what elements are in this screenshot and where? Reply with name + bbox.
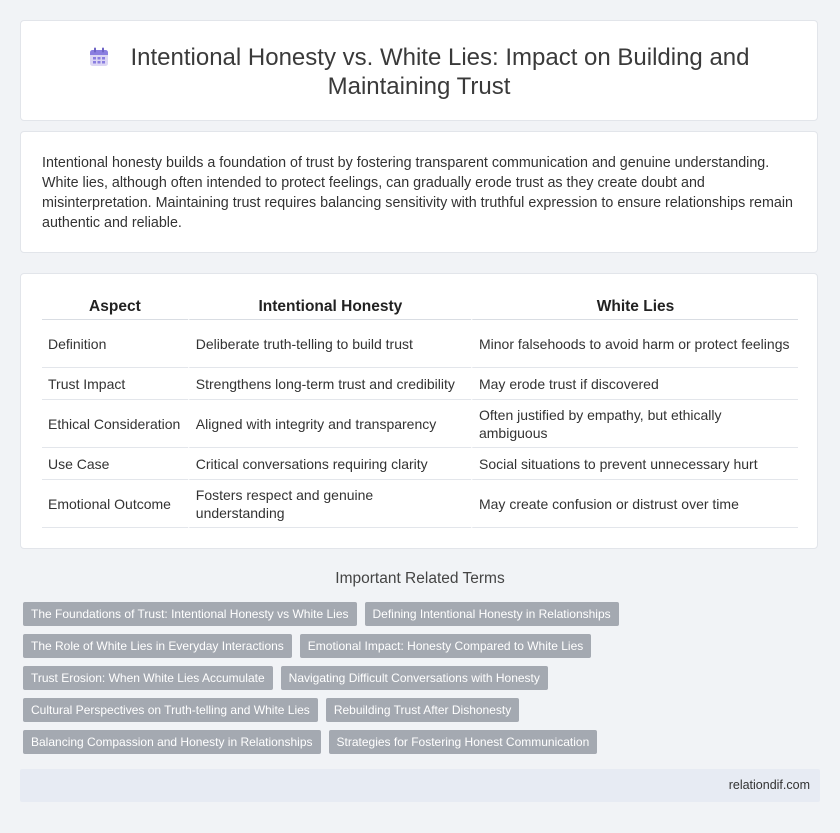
table-cell: Ethical Consideration	[42, 400, 188, 448]
table-cell: Emotional Outcome	[42, 480, 188, 528]
table-cell: Use Case	[42, 448, 188, 480]
table-cell: Deliberate truth-telling to build trust	[188, 320, 471, 368]
table-cell: Minor falsehoods to avoid harm or protect feelings	[471, 320, 798, 368]
tag-row	[23, 602, 803, 626]
table-cell: Critical conversations requiring clarity	[188, 448, 471, 480]
tag-row	[23, 634, 803, 658]
table-cell: Often justified by empathy, but ethically ambiguous	[471, 400, 798, 448]
column-header-white-lies: White Lies	[471, 295, 798, 320]
related-term-tag[interactable]: Cultural Perspectives on Truth-telling and White Lies	[23, 698, 318, 722]
tag-row	[23, 666, 803, 690]
table-cell: Definition	[42, 320, 188, 368]
related-term-tag[interactable]: Navigating Difficult Conversations with Honesty	[281, 666, 548, 690]
table-cell: May create confusion or distrust over time	[471, 480, 798, 528]
site-link[interactable]: relationdif.com	[728, 778, 810, 792]
table-cell: Aligned with integrity and transparency	[188, 400, 471, 448]
page-title-block	[61, 43, 777, 101]
comparison-table	[42, 295, 798, 528]
related-term-tag[interactable]: The Foundations of Trust: Intentional Honesty vs White Lies	[23, 602, 357, 626]
related-terms-heading: Important Related Terms	[335, 570, 505, 587]
column-header-aspect: Aspect	[42, 295, 188, 320]
tag-row	[23, 698, 803, 722]
title-card	[20, 20, 818, 121]
table-row	[42, 320, 798, 368]
table-row	[42, 368, 798, 400]
table-row	[42, 400, 798, 448]
table-row	[42, 480, 798, 528]
table-header-row	[42, 295, 798, 320]
calendar-icon	[88, 46, 110, 68]
related-term-tag[interactable]: Emotional Impact: Honesty Compared to White Lies	[300, 634, 591, 658]
table-cell: May erode trust if discovered	[471, 368, 798, 400]
comparison-card	[20, 273, 818, 549]
related-terms-list	[23, 602, 803, 762]
table-cell: Trust Impact	[42, 368, 188, 400]
related-term-tag[interactable]: Strategies for Fostering Honest Communication	[329, 730, 598, 754]
related-term-tag[interactable]: Balancing Compassion and Honesty in Relationships	[23, 730, 321, 754]
footer-bar	[20, 769, 820, 802]
tag-row	[23, 730, 803, 754]
page-title: Intentional Honesty vs. White Lies: Impact on Building and Maintaining Trust	[130, 44, 750, 100]
table-cell: Social situations to prevent unnecessary hurt	[471, 448, 798, 480]
related-term-tag[interactable]: Rebuilding Trust After Dishonesty	[326, 698, 519, 722]
intro-card	[20, 131, 818, 253]
table-cell: Strengthens long-term trust and credibility	[188, 368, 471, 400]
table-row	[42, 448, 798, 480]
related-term-tag[interactable]: The Role of White Lies in Everyday Interactions	[23, 634, 292, 658]
column-header-intentional-honesty: Intentional Honesty	[188, 295, 471, 320]
related-term-tag[interactable]: Trust Erosion: When White Lies Accumulate	[23, 666, 273, 690]
related-term-tag[interactable]: Defining Intentional Honesty in Relationships	[365, 602, 619, 626]
intro-paragraph: Intentional honesty builds a foundation of trust by fostering transparent communication and genuine understanding. White lies, although often intended to protect feelings, can gradually erode trust as they create doubt and misinterpretation. Maintaining trust requires balancing sensitivity with truthful expression to ensure relationships remain authentic and reliable.	[42, 155, 793, 231]
table-cell: Fosters respect and genuine understanding	[188, 480, 471, 528]
